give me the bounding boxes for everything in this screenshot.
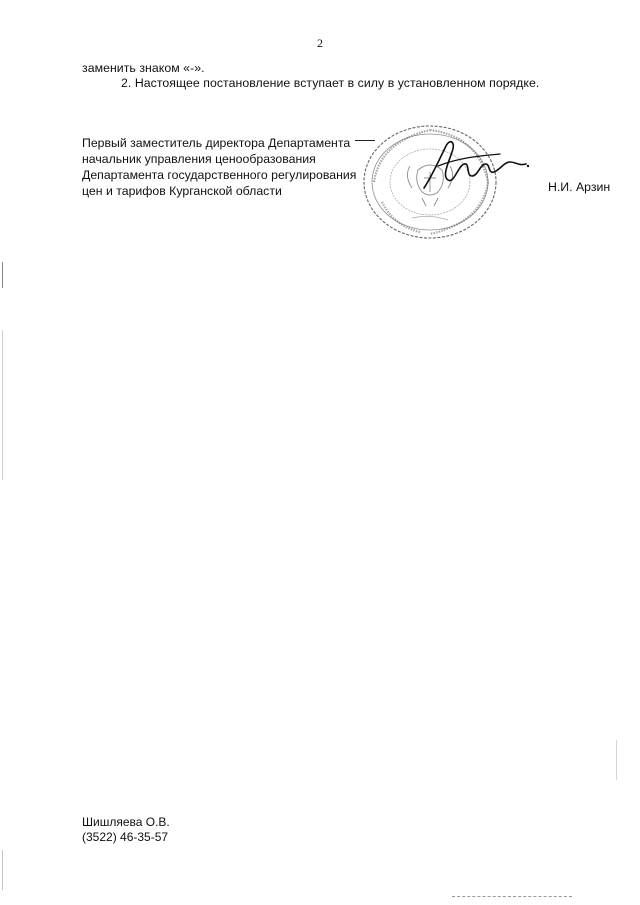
body-line-2: 2. Настоящее постановление вступает в силу в установленном порядке. — [121, 76, 540, 90]
position-line: цен и тарифов Курганской области — [82, 184, 282, 198]
scan-edge-mark — [2, 262, 3, 288]
signatory-position — [82, 135, 356, 199]
executor-block — [82, 815, 170, 845]
executor-name: Шишляева О.В. — [82, 815, 170, 829]
scan-edge-mark — [2, 330, 3, 480]
signatory-name: Н.И. Арзин — [548, 180, 611, 194]
scan-edge-mark — [616, 740, 617, 780]
executor-phone: (3522) 46-35-57 — [82, 830, 169, 844]
scan-bottom-mark — [452, 896, 572, 897]
body-line-1: заменить знаком «-». — [82, 61, 205, 75]
position-line: начальник управления ценообразования — [82, 152, 316, 166]
position-line: Департамента государственного регулирования — [82, 168, 357, 182]
scan-edge-mark — [2, 850, 3, 890]
position-line: Первый заместитель директора Департамента — [82, 136, 351, 150]
page-number: 2 — [317, 36, 323, 50]
handwritten-signature — [418, 136, 533, 196]
